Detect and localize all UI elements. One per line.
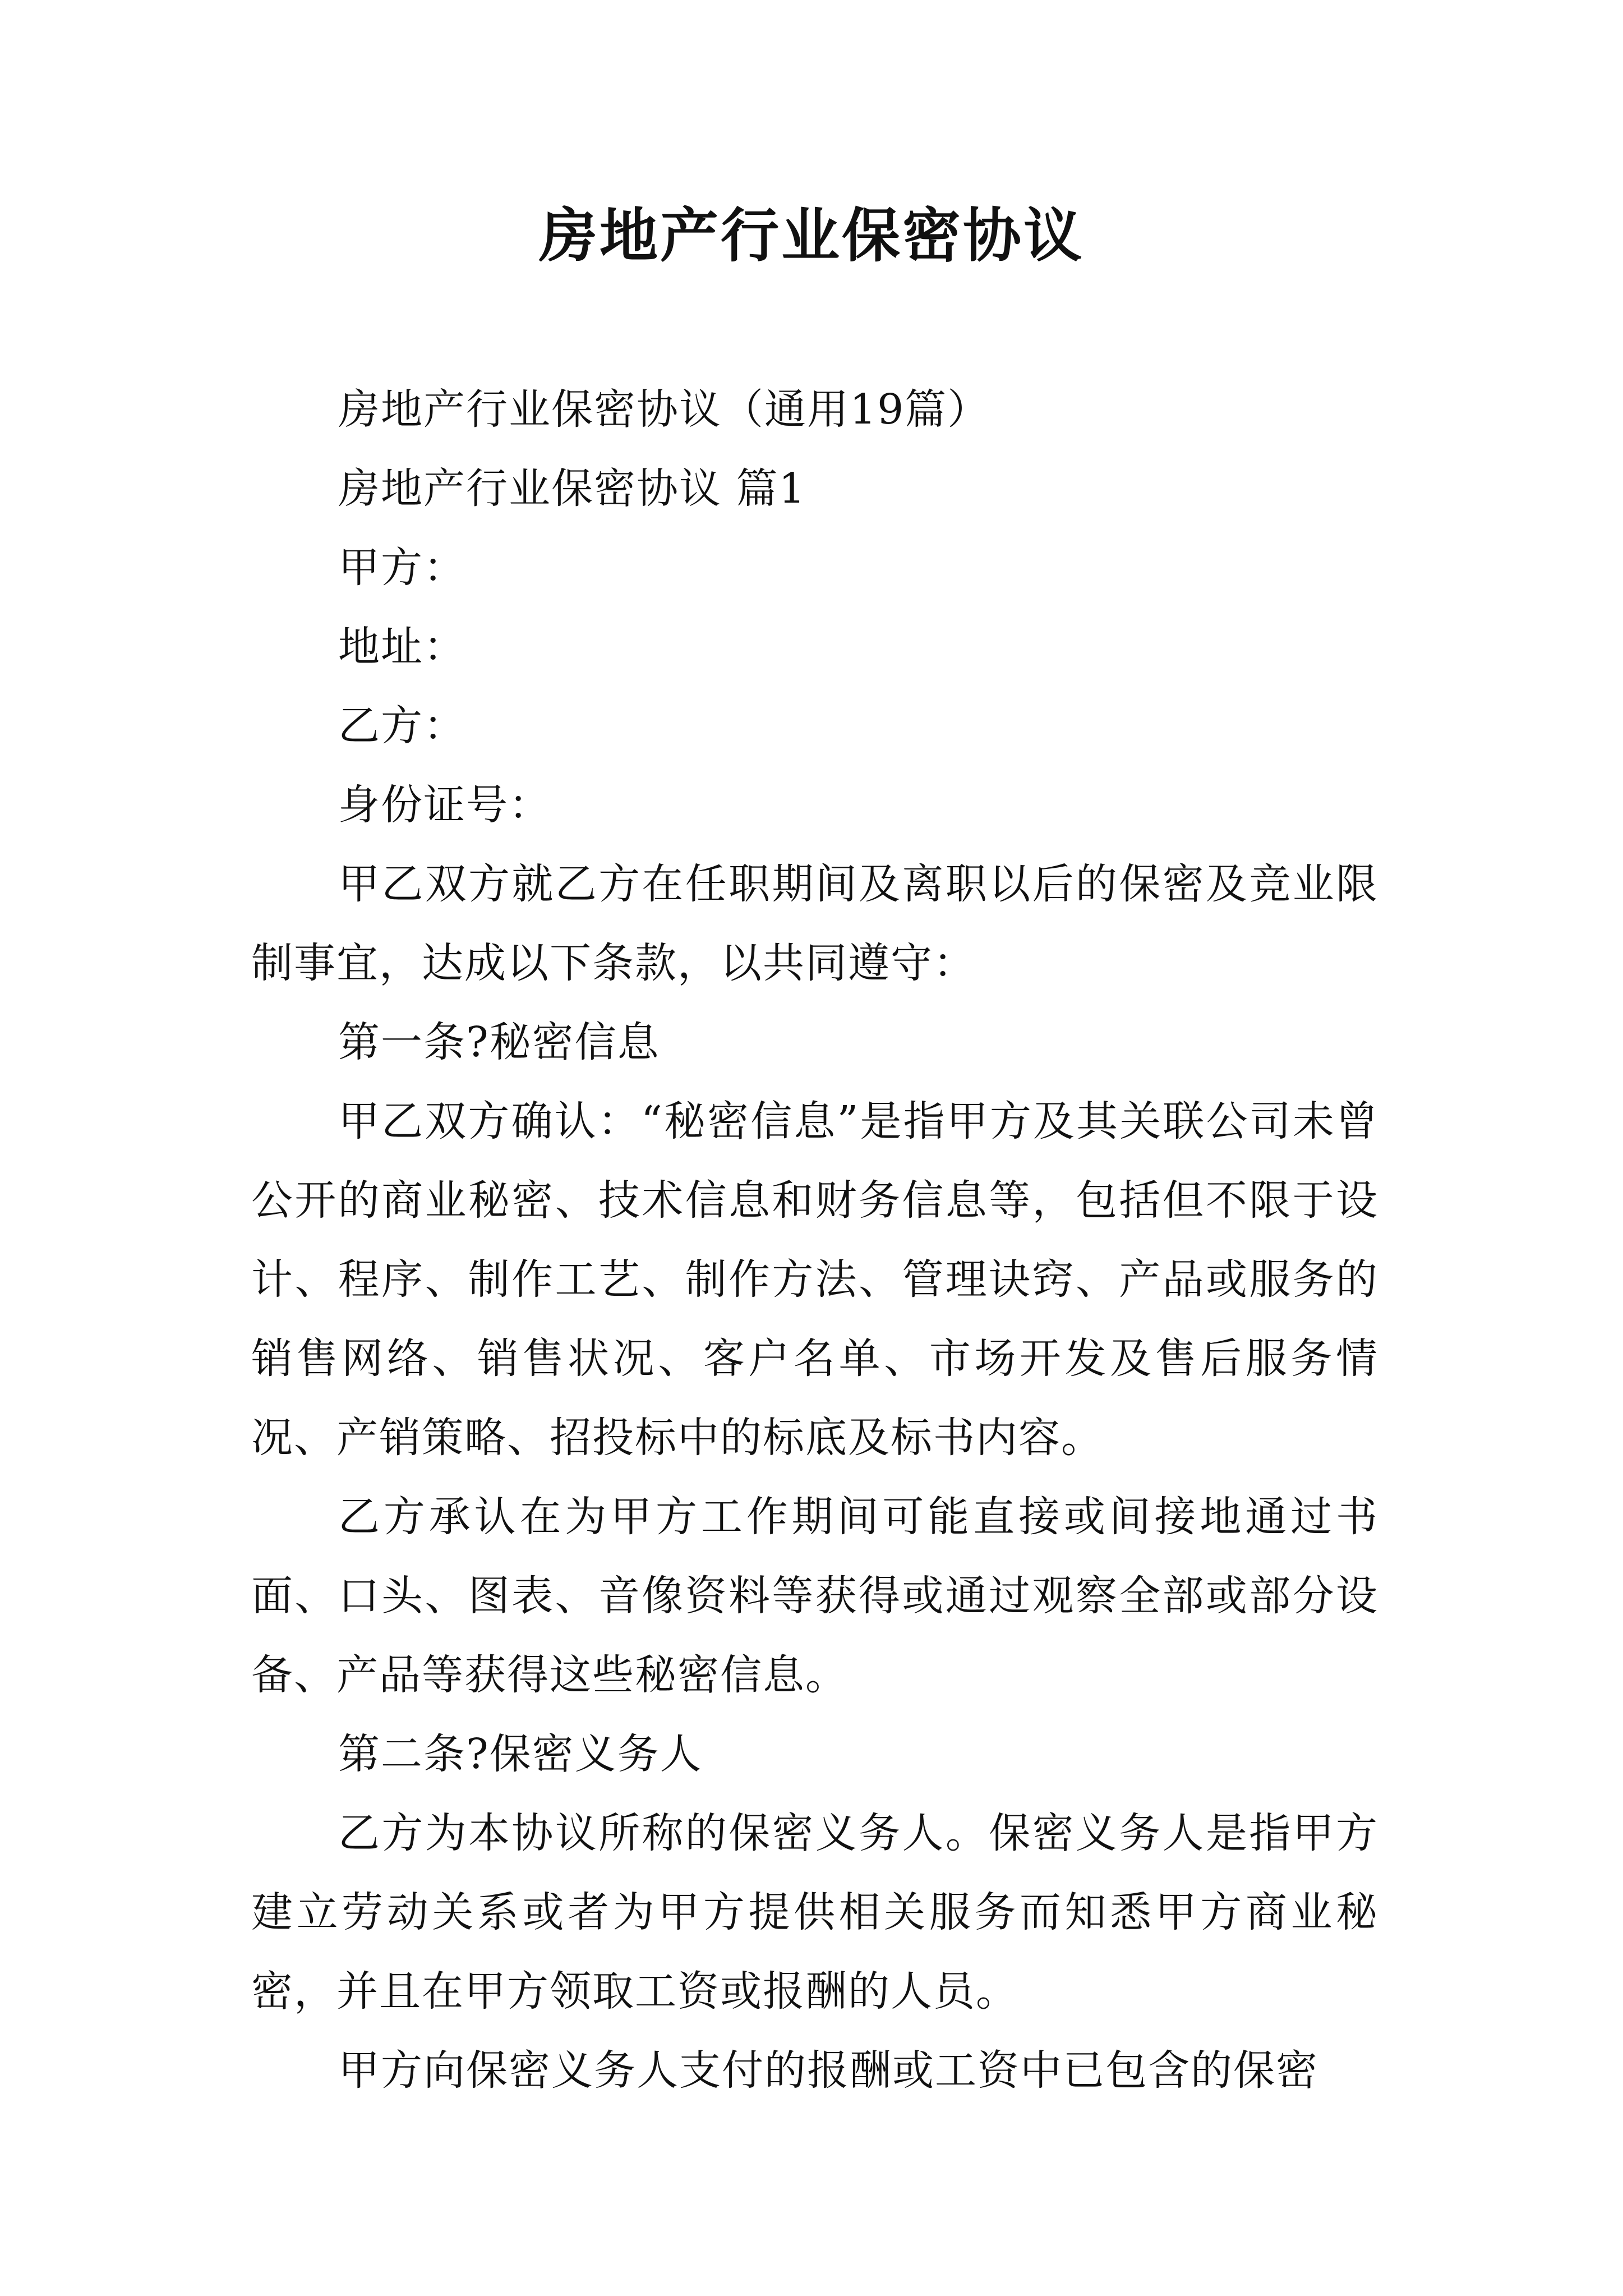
paragraph: 房地产行业保密协议（通用19篇） — [338, 385, 990, 434]
paragraph: 第二条?保密义务人 — [338, 1730, 703, 1778]
paragraph: 甲方向保密义务人支付的报酬或工资中已包含的保密 — [338, 2046, 1318, 2095]
paragraph: 地址： — [338, 623, 466, 671]
paragraph: 甲乙双方就乙方在任职期间及离职以后的保密及竞业限制事宜，达成以下条款，以共同遵守： — [251, 860, 1378, 987]
paragraph: 乙方承认在为甲方工作期间可能直接或间接地通过书面、口头、图表、音像资料等获得或通过观察全部或部分设备、产品等获得这些秘密信息。 — [251, 1493, 1378, 1699]
paragraph: 乙方为本协议所称的保密义务人。保密义务人是指甲方建立劳动关系或者为甲方提供相关服务而知悉甲方商业秘密，并且在甲方领取工资或报酬的人员。 — [251, 1809, 1378, 2016]
document-title: 房地产行业保密协议 — [538, 201, 1084, 270]
paragraph: 身份证号： — [338, 781, 551, 829]
paragraph: 第一条?秘密信息 — [338, 1018, 660, 1066]
paragraph: 甲乙双方确认：“秘密信息”是指甲方及其关联公司未曾公开的商业秘密、技术信息和财务信息等，包括但不限于设计、程序、制作工艺、制作方法、管理诀窍、产品或服务的销售网络、销售状况、客户名单、市场开发及售后服务情况、产销策略、招投标中的标底及标书内容。 — [251, 1097, 1378, 1462]
paragraph: 甲方： — [338, 544, 466, 592]
paragraph: 房地产行业保密协议 篇1 — [338, 464, 806, 513]
paragraph: 乙方： — [338, 702, 466, 750]
document-body — [251, 370, 1378, 2110]
